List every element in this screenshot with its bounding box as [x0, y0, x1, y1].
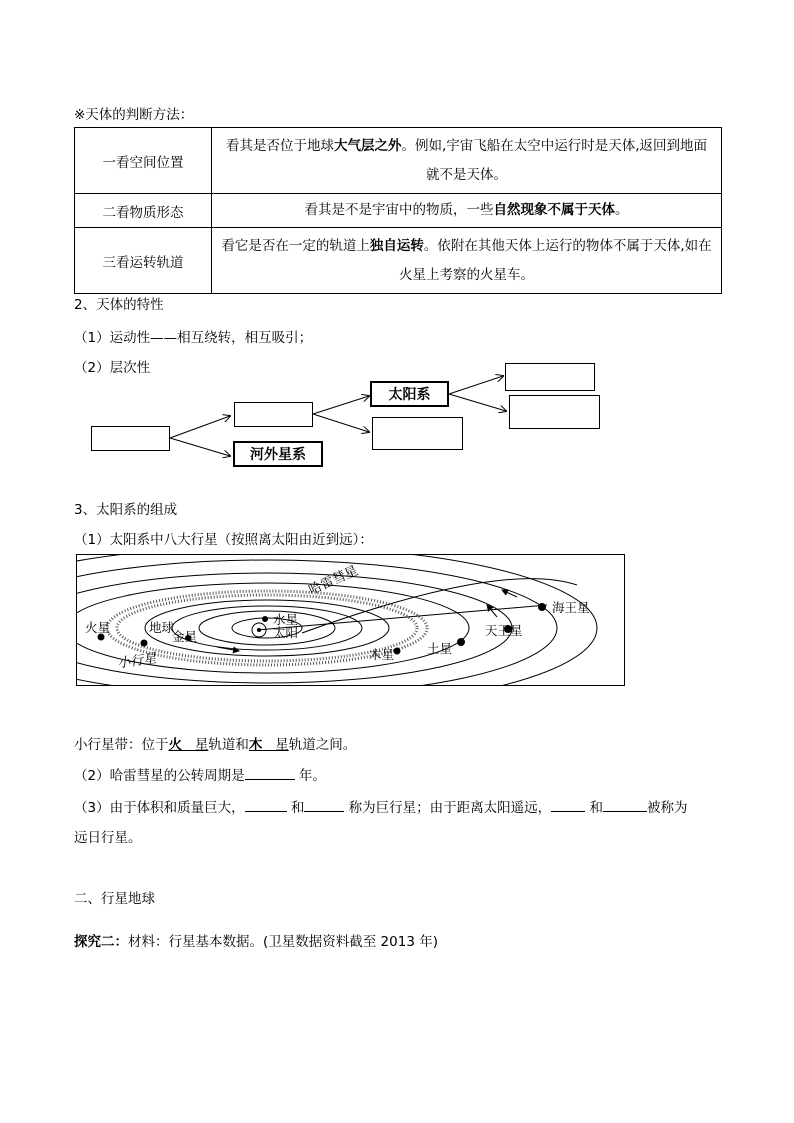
answer-blank[interactable] [245, 766, 295, 780]
hierarchy-box-empty [505, 363, 595, 391]
earth-label: 地球 [149, 620, 175, 635]
neptune-label: 海王星 [552, 600, 590, 615]
asteroid-label: 小行星 [116, 651, 158, 672]
table-value-cell: 看其是不是宇宙中的物质，一些自然现象不属于天体。 [212, 194, 722, 228]
hierarchy-box-solar-system: 太阳系 [370, 381, 449, 407]
feature-motion: （1）运动性——相互绕转，相互吸引； [74, 330, 313, 346]
hierarchy-box-empty [372, 417, 463, 450]
hierarchy-box-empty [91, 426, 170, 451]
halley-comet-label: 哈雷彗星 [306, 563, 361, 599]
saturn-label: 土星 [427, 641, 453, 656]
section-heading-judge: ※天体的判断方法： [74, 107, 194, 123]
table-value-cell: 看它是否在一定的轨道上独自运转。依附在其他天体上运行的物体不属于天体,如在火星上考察的火星车。 [212, 228, 722, 294]
mercury-label: 水星 [273, 612, 299, 627]
feature-hierarchy: （2）层次性 [74, 360, 151, 376]
planet-type-question: （3）由于体积和质量巨大， 和 称为巨行星；由于距离太阳遥远， 和 被称为 [74, 800, 688, 816]
sun-label: 太阳 [273, 625, 299, 640]
hierarchy-box-other-galaxies: 河外星系 [233, 441, 323, 467]
venus-label: 金星 [172, 629, 198, 644]
answer-blank[interactable] [304, 798, 344, 812]
part2-heading: 二、行星地球 [74, 891, 155, 907]
answer-blank[interactable] [245, 798, 287, 812]
hierarchy-box-empty [234, 402, 313, 427]
explore-line: 探究二：材料：行星基本数据。(卫星数据资料截至 2013 年) [74, 934, 438, 950]
section-heading-features: 2、天体的特性 [74, 297, 164, 313]
jupiter-label: 木星 [369, 647, 395, 662]
planets-intro: （1）太阳系中八大行星（按照离太阳由近到远）： [74, 532, 373, 548]
planet-type-question-line2: 远日行星。 [74, 830, 142, 846]
mars-label: 火星 [85, 620, 111, 635]
solar-system-diagram [76, 554, 625, 686]
table-key-cell: 三看运转轨道 [75, 228, 212, 294]
halley-period-question: （2）哈雷彗星的公转周期是 年。 [74, 768, 326, 784]
section-heading-solar: 3、太阳系的组成 [74, 502, 178, 518]
table-value-cell: 看其是否位于地球大气层之外。例如,宇宙飞船在太空中运行时是天体,返回到地面就不是天体。 [212, 128, 722, 194]
answer-blank[interactable] [603, 798, 647, 812]
hierarchy-box-empty [509, 395, 600, 429]
uranus-label: 天王星 [485, 623, 523, 638]
table-key-cell: 一看空间位置 [75, 128, 212, 194]
asteroid-belt-line: 小行星带：位于火 星轨道和木 星轨道之间。 [74, 737, 357, 753]
table-key-cell: 二看物质形态 [75, 194, 212, 228]
answer-blank[interactable] [551, 798, 585, 812]
